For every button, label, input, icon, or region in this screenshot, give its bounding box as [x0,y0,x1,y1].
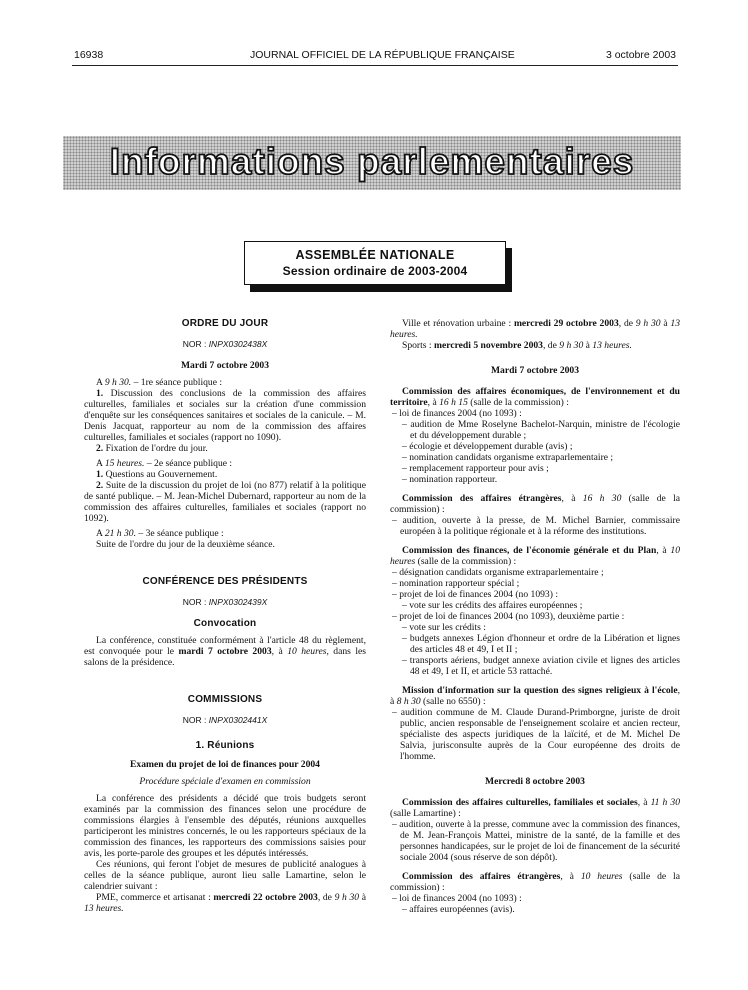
eco-subitem: – nomination rapporteur. [402,474,498,485]
commissions-heading: COMMISSIONS [187,694,263,705]
fin-subitem: – budgets annexes Légion d'honneur et ordre de la Libération et lignes des articles 48 et 49, I et II ; [402,633,680,655]
eco-subitem: – remplacement rapporteur pour avis ; [402,463,549,474]
cult-commission: Commission des affaires culturelles, familiales et sociales, à 11 h 30 (salle Lamartine) : [390,797,680,819]
seance-2: A 15 heures. – 2e séance publique : [96,458,233,469]
conference-heading: CONFÉRENCE DES PRÉSIDENTS [142,576,308,587]
conference-text: La conférence, constituée conformément à l'article 48 du règlement, est convoquée pour le mardi 7 octobre 2003, à 10 heures, dans les salons de la présidence. [84,635,366,668]
seance-1-item-1: 1. Discussion des conclusions de la commission des affaires culturelles, familiales et sociales sur la création d'une commission d'enquête sur les conséquences sanitaires et sociales de la canicule. – M. Denis Jacquat, rapporteur au nom de la commission des affaires culturelles, familiales et sociales (rapport no 1090). [84,388,366,443]
eco-subitem: – audition de Mme Roselyne Bachelot-Narquin, ministre de l'écologie et du développement durable ; [402,419,680,441]
issue-date: 3 octobre 2003 [605,49,676,61]
seance-1-item-2: 2. Fixation de l'ordre du jour. [96,443,208,454]
conference-nor: NOR : INPX0302439X [182,597,268,607]
banner-title: Informations parlementaires [109,141,635,182]
right-column [390,318,680,915]
etr2-subitem: – affaires européennes (avis). [402,904,515,915]
fin-item: – désignation candidats organisme extraparlementaire ; [392,567,604,578]
seance-2-item-1: 1. Questions au Gouvernement. [96,469,218,480]
ordre-nor: NOR : INPX0302438X [182,339,268,349]
fin-item: – projet de loi de finances 2004 (no 1093) : [392,589,558,600]
section-banner [63,136,681,190]
cult-item: – audition, ouverte à la presse, commune avec la commission des finances, de M. Jean-François Mattei, ministre de la santé, de la famille et des personnes handicapées, sur le projet de loi de financement de la sécurité sociale 2004 (sous réserve de son dépôt). [392,819,680,863]
eco-subitem: – nomination candidats organisme extraparlementaire ; [402,452,614,463]
commissions-nor: NOR : INPX0302441X [182,715,268,725]
fin-item: – nomination rapporteur spécial ; [392,578,520,589]
eco-item: – loi de finances 2004 (no 1093) : [392,408,522,419]
header-rule [72,65,678,66]
fin-commission: Commission des finances, de l'économie générale et du Plan, à 10 heures (salle de la commission) : [390,545,680,567]
chamber-name: ASSEMBLÉE NATIONALE [295,248,455,262]
date-heading-1: Mardi 7 octobre 2003 [490,365,580,376]
etr-commission: Commission des affaires étrangères, à 16 h 30 (salle de la commission) : [390,493,681,515]
seance-3-text: Suite de l'ordre du jour de la deuxième séance. [96,539,275,550]
etr-item: – audition, ouverte à la presse, de M. Michel Barnier, commissaire européen à la politique régionale et à la réforme des institutions. [392,515,680,537]
procedure-paragraph-1: La conférence des présidents a décidé que trois budgets seront examinés par la commission des finances selon une procédure de commissions élargies à l'ensemble des députés, réunions auxquelles participeront les ministres concernés, le ou les rapporteurs spéciaux de la commission des finances, les rapporteurs des commissions saisies pour avis, les porte-parole des groupes et les députés intéressés. [84,793,366,859]
left-column [84,318,366,914]
pme-schedule: PME, commerce et artisanat : mercredi 22 octobre 2003, de 9 h 30 à 13 heures. [84,892,367,914]
ordre-du-jour-heading: ORDRE DU JOUR [181,318,269,329]
fin-item: – projet de loi de finances 2004 (no 1093), deuxième partie : [392,611,625,622]
seance-1: A 9 h 30. – 1re séance publique : [96,377,223,388]
mission-information: Mission d'information sur la question des signes religieux à l'école, à 8 h 30 (salle no 6550) : [390,685,680,707]
procedure-paragraph-2: Ces réunions, qui feront l'objet de mesures de publicité analogues à celles de la séance publique, auront lieu salle Lamartine, selon le calendrier suivant : [84,859,366,892]
eco-commission: Commission des affaires économiques, de l'environnement et du territoire, à 16 h 15 (salle de la commission) : [390,386,680,408]
fin-subitem: – vote sur les crédits : [402,622,486,633]
convocation-heading: Convocation [193,618,257,629]
fin-subitem: – vote sur les crédits des affaires européennes ; [402,600,583,611]
mission-item: – audition commune de M. Claude Durand-Primborgne, juriste de droit public, ancien responsable de l'enseignement scolaire et ancien recteur, spécialiste des aspects juridiques de la laïcité, et de M. Michel De Salvia, jurisconsulte auprès de la Cour européenne des droits de l'homme. [392,707,680,762]
chamber-box [244,241,506,285]
page-number: 16938 [74,49,104,61]
ordre-date: Mardi 7 octobre 2003 [180,360,270,371]
fin-subitem: – transports aériens, budget annexe aviation civile et lignes des articles 48 et 49, I et II, et article 53 rattaché. [402,655,680,677]
reunions-heading: 1. Réunions [195,740,255,751]
journal-title: JOURNAL OFFICIEL DE LA RÉPUBLIQUE FRANÇAISE [250,49,515,61]
ville-schedule: Ville et rénovation urbaine : mercredi 29 octobre 2003, de 9 h 30 à 13 heures. [390,318,680,340]
etr2-item: – loi de finances 2004 (no 1093) : [392,893,522,904]
etr2-commission: Commission des affaires étrangères, à 10 heures (salle de la commission) : [390,871,680,893]
procedure-heading: Procédure spéciale d'examen en commission [139,776,311,787]
session-name: Session ordinaire de 2003-2004 [282,264,468,278]
date-heading-2: Mercredi 8 octobre 2003 [485,776,585,787]
examen-heading: Examen du projet de loi de finances pour 2004 [130,759,320,770]
eco-subitem: – écologie et développement durable (avis) ; [402,441,573,452]
sports-schedule: Sports : mercredi 5 novembre 2003, de 9 h 30 à 13 heures. [402,340,632,351]
seance-3: A 21 h 30. – 3e séance publique : [96,528,224,539]
seance-2-item-2: 2. Suite de la discussion du projet de loi (no 877) relatif à la politique de santé publique. – M. Jean-Michel Dubernard, rapporteur au nom de la commission des affaires culturelles, familiales et sociales (rapport no 1092). [84,480,366,524]
